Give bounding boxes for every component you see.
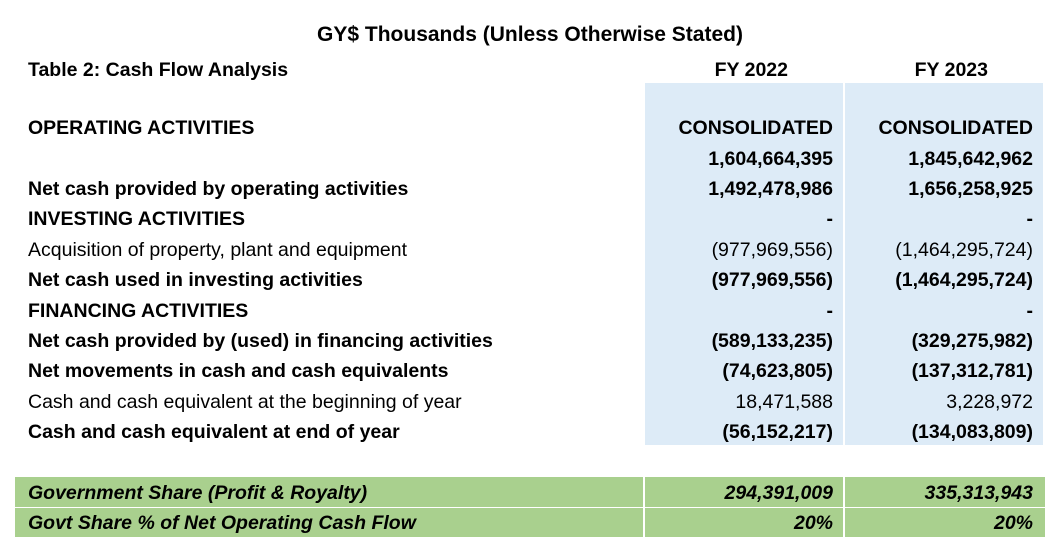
table-row: Net cash provided by operating activities 1,492,478,986 1,656,258,925	[28, 178, 1033, 200]
table-row: OPERATING ACTIVITIES CONSOLIDATED CONSOLIDATED	[28, 117, 1033, 139]
table-row: 1,604,664,395 1,845,642,962	[708, 148, 1033, 170]
table-row: Net movements in cash and cash equivalents (74,623,805) (137,312,781)	[28, 360, 1033, 382]
summary-row-government-share: Government Share (Profit & Royalty) 294,391,009 335,313,943	[28, 482, 1033, 504]
table-row: Cash and cash equivalent at end of year (56,152,217) (134,083,809)	[28, 421, 1033, 443]
table-row: Acquisition of property, plant and equipment (977,969,556) (1,464,295,724)	[28, 239, 1033, 261]
table-title: Table 2: Cash Flow Analysis	[28, 59, 289, 81]
table-header	[0, 55, 1055, 85]
table-row: Net cash used in investing activities (977,969,556) (1,464,295,724)	[28, 269, 1033, 291]
col-header-fy2022: FY 2022	[714, 59, 788, 81]
summary-row-govt-share-percent: Govt Share % of Net Operating Cash Flow 20% 20%	[28, 512, 1033, 534]
page-title: GY$ Thousands (Unless Otherwise Stated)	[317, 23, 743, 46]
table-row: Cash and cash equivalent at the beginning of year 18,471,588 3,228,972	[28, 391, 1033, 413]
table-row: FINANCING ACTIVITIES - -	[28, 300, 1033, 322]
table-row: INVESTING ACTIVITIES - -	[28, 208, 1033, 230]
col-header-fy2023: FY 2023	[914, 59, 988, 81]
table-row: Net cash provided by (used) in financing activities (589,133,235) (329,275,982)	[28, 330, 1033, 352]
